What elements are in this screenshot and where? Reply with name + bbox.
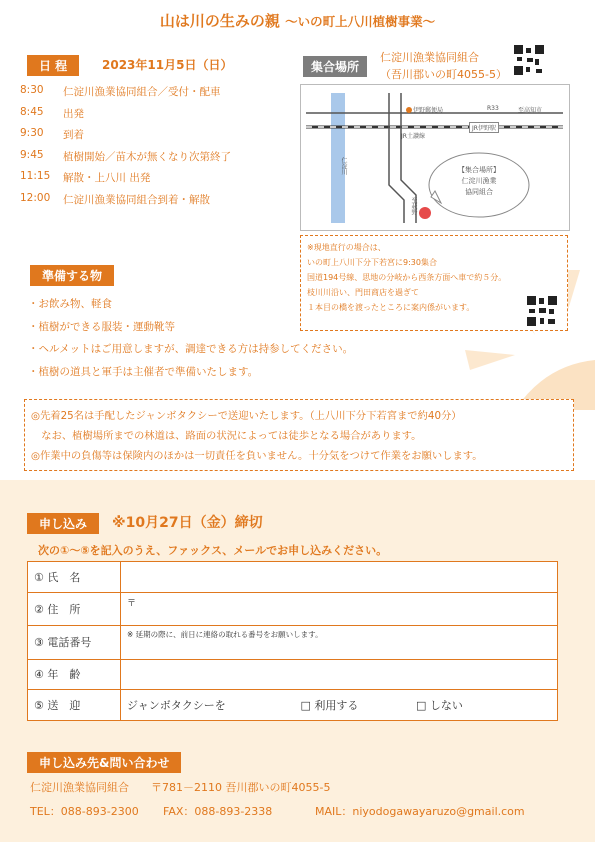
map-post-office-label: 伊野郵便局 — [413, 107, 444, 114]
map-to-kochi-label: 至高知市 — [518, 107, 543, 114]
meeting-address: （吾川郡いの町4055-5） — [380, 68, 507, 81]
application-label: 申し込み — [27, 513, 99, 534]
form-label: ① 氏 名 — [28, 562, 121, 593]
qr-code-icon — [514, 45, 544, 75]
schedule-row — [20, 149, 290, 171]
schedule-text: 仁淀川漁業協同組合到着・解散 — [63, 193, 210, 206]
map-callout-head: 【集合場所】 — [458, 166, 500, 174]
map-route-label: R33 — [487, 105, 499, 112]
schedule-row — [20, 127, 290, 149]
qr-code-icon — [527, 296, 557, 326]
preparation-item: ・植樹の道具と軍手は主催者で準備いたします。 — [28, 365, 259, 378]
title-main: 山は川の生みの親 — [159, 12, 280, 30]
preparation-item: ・植樹ができる服装・運動靴等 — [28, 320, 175, 333]
meeting-venue — [380, 49, 507, 83]
map-callout-line: 仁淀川漁業 — [461, 177, 497, 185]
direction-line: ※現地直行の場合は、 — [307, 243, 386, 252]
map-ino-station-label: JR伊野駅 — [469, 122, 499, 133]
page-title — [0, 10, 595, 31]
application-form — [27, 561, 558, 721]
event-date: 2023年11月5日（日） — [102, 58, 233, 72]
transport-text: ジャンボタクシーを — [127, 698, 226, 712]
map-river-label: 仁淀川 — [340, 157, 347, 175]
age-field[interactable] — [121, 659, 558, 690]
schedule-label: 日 程 — [27, 55, 79, 76]
map-jr-line-label: JR土讃線 — [401, 133, 425, 140]
schedule-text: 植樹開始／苗木が無くなり次第終了 — [63, 150, 231, 163]
schedule-time: 8:45 — [20, 105, 44, 118]
contact-fax: FAX：088-893-2338 — [163, 805, 273, 818]
form-label: ④ 年 齢 — [28, 659, 121, 690]
transport-use-checkbox[interactable]: □ 利用する — [300, 698, 359, 712]
meeting-name: 仁淀川漁業協同組合 — [380, 51, 479, 64]
name-field[interactable] — [121, 562, 558, 593]
schedule-time: 8:30 — [20, 84, 44, 96]
schedule-row — [20, 192, 290, 214]
map-callout-line: 協同組合 — [465, 188, 493, 196]
notice-line: ◎作業中の負傷等は保険内のほかは一切責任を負いません。十分気をつけて作業をお願いします。 — [31, 450, 483, 462]
schedule-text: 出発 — [63, 107, 84, 120]
notice-line: ◎先着25名は手配したジャンボタクシーで送迎いたします。（上八川下分下若宮まで約40分） — [31, 410, 462, 422]
direction-line: １本目の橋を渡ったところに案内係がいます。 — [307, 303, 475, 312]
schedule-text: 仁淀川漁業協同組合／受付・配車 — [63, 86, 221, 98]
application-deadline: ※10月27日（金）締切 — [112, 515, 263, 531]
preparation-item: ・ヘルメットはご用意しますが、調達できる方は持参してください。 — [28, 343, 354, 355]
form-row-name — [28, 562, 558, 593]
schedule-row — [20, 170, 290, 192]
notice-line: なお、植樹場所までの林道は、路面の状況によっては徒歩となる場合があります。 — [31, 430, 422, 442]
meeting-map — [300, 84, 570, 231]
schedule-time: 9:45 — [20, 148, 44, 161]
form-row-transport — [28, 690, 558, 721]
transport-no-checkbox[interactable]: □ しない — [416, 698, 463, 712]
form-row-address — [28, 592, 558, 626]
contact-mail: MAIL：niyodogawayaruzo@gmail.com — [315, 805, 525, 818]
map-callout — [449, 165, 509, 198]
notice-box — [24, 399, 574, 471]
direction-line: 枝川川沿い、門田商店を過ぎて — [307, 288, 419, 297]
schedule-text: 到着 — [63, 129, 84, 141]
phone-field[interactable]: ※ 延期の際に、前日に連絡の取れる番号をお願いします。 — [121, 626, 558, 660]
contact-org: 仁淀川漁業協同組合 〒781－2110 吾川郡いの町4055-5 — [30, 781, 331, 794]
transport-field — [121, 690, 558, 721]
schedule-time: 9:30 — [20, 127, 44, 139]
map-to-hagino-label: 至萩野 — [410, 197, 417, 215]
meeting-place-label: 集合場所 — [303, 56, 367, 77]
form-row-age — [28, 659, 558, 690]
address-field[interactable]: 〒 — [121, 592, 558, 626]
title-sub: 〜いの町上八川植樹事業〜 — [285, 14, 436, 29]
form-label: ② 住 所 — [28, 592, 121, 626]
preparation-label: 準備する物 — [30, 265, 114, 286]
form-row-phone — [28, 626, 558, 660]
schedule-text: 解散・上八川 出発 — [63, 172, 151, 184]
schedule-time: 11:15 — [20, 170, 51, 182]
direction-line: 国道194号線、思地の分岐から西条方面へ車で約５分。 — [307, 273, 507, 282]
form-label: ⑤ 送 迎 — [28, 690, 121, 721]
contact-label: 申し込み先&問い合わせ — [27, 752, 181, 773]
contact-tel: TEL：088-893-2300 — [30, 805, 139, 818]
preparation-item: ・お飲み物、軽食 — [28, 298, 112, 310]
schedule-row — [20, 84, 290, 106]
schedule-time: 12:00 — [20, 191, 51, 204]
form-label: ③ 電話番号 — [28, 626, 121, 660]
direction-line: いの町上八川下分下若宮に9:30集合 — [307, 258, 437, 267]
preparation-list — [28, 293, 353, 383]
schedule-list — [20, 84, 290, 213]
application-instruction: 次の①〜⑤を記入のうえ、ファックス、メールでお申し込みください。 — [38, 544, 388, 557]
schedule-row — [20, 106, 290, 128]
